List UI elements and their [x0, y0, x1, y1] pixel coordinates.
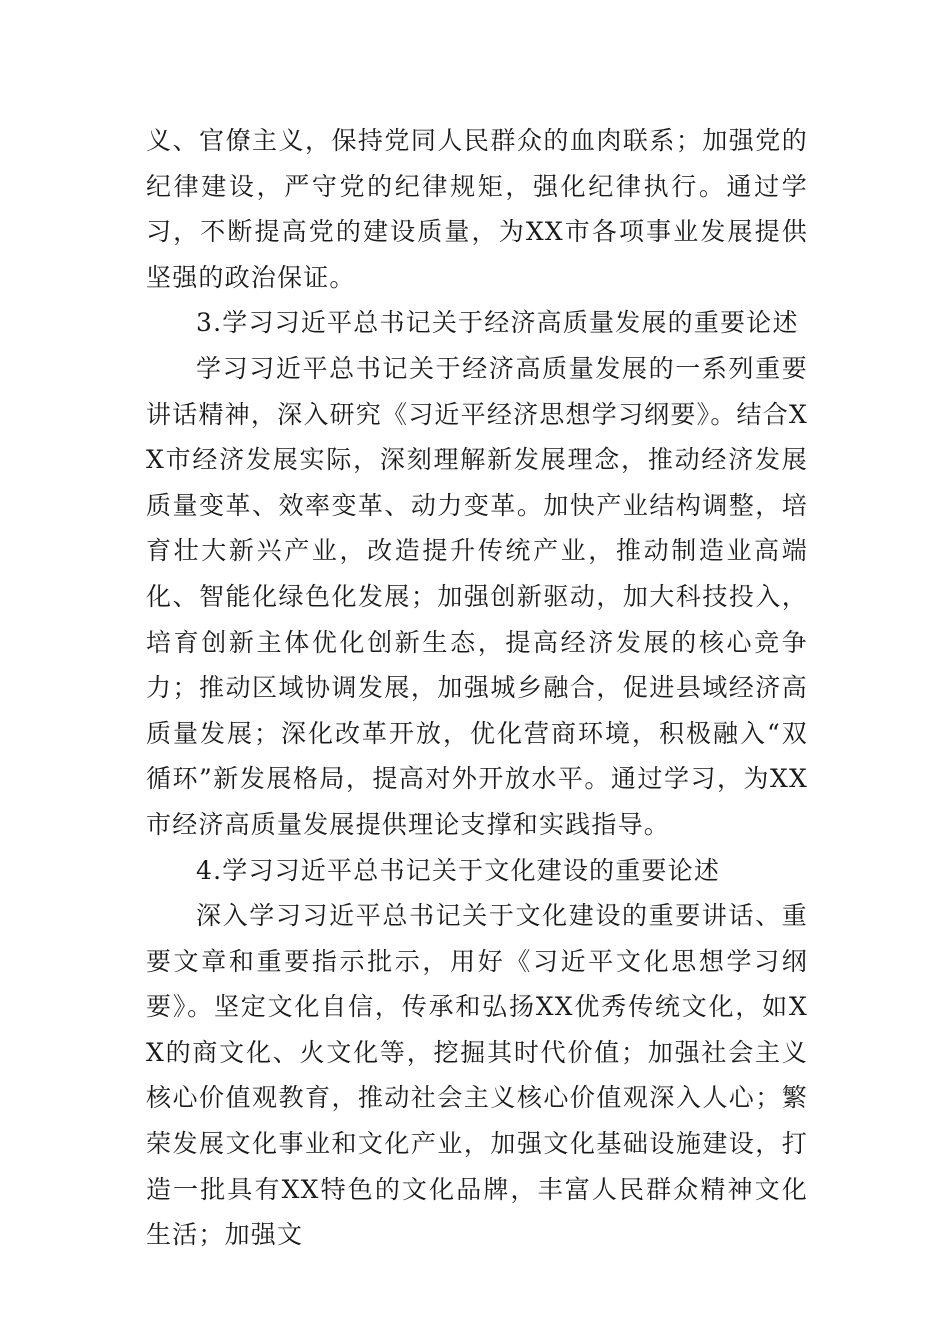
body-paragraph-culture: 深入学习习近平总书记关于文化建设的重要讲话、重要文章和重要指示批示，用好《习近平文化思想学习纲要》。坚定文化自信，传承和弘扬XX优秀传统文化，如XX的商文化、火文化等，挖掘其时代价值；加强社会主义核心价值观教育，推动社会主义核心价值观深入人心；繁荣发展文化事业和文化产业，加强文化基础设施建设，打造一批具有XX特色的文化品牌，丰富人民群众精神文化生活；加强文: [146, 901, 808, 1250]
section-heading-economy: 3.学习习近平总书记关于经济高质量发展的重要论述: [196, 308, 799, 338]
document-page: [146, 118, 808, 1258]
body-paragraph-economy: 学习习近平总书记关于经济高质量发展的一系列重要讲话精神，深入研究《习近平经济思想学习纲要》。结合XX市经济发展实际，深刻理解新发展理念，推动经济发展质量变革、效率变革、动力变革。加快产业结构调整，培育壮大新兴产业，改造提升传统产业，推动制造业高端化、智能化绿色化发展；加强创新驱动，加大科技投入，培育创新主体优化创新生态，提高经济发展的核心竞争力；推动区域协调发展，加强城乡融合，促进县域经济高质量发展；深化改革开放，优化营商环境，积极融入“双循环”新发展格局，提高对外开放水平。通过学习，为XX市经济高质量发展提供理论支撑和实践指导。: [146, 353, 808, 839]
body-paragraph-continued: 义、官僚主义，保持党同人民群众的血肉联系；加强党的纪律建设，严守党的纪律规矩，强化纪律执行。通过学习，不断提高党的建设质量，为XX市各项事业发展提供坚强的政治保证。: [146, 126, 808, 292]
section-heading-culture: 4.学习习近平总书记关于文化建设的重要论述: [196, 855, 721, 885]
